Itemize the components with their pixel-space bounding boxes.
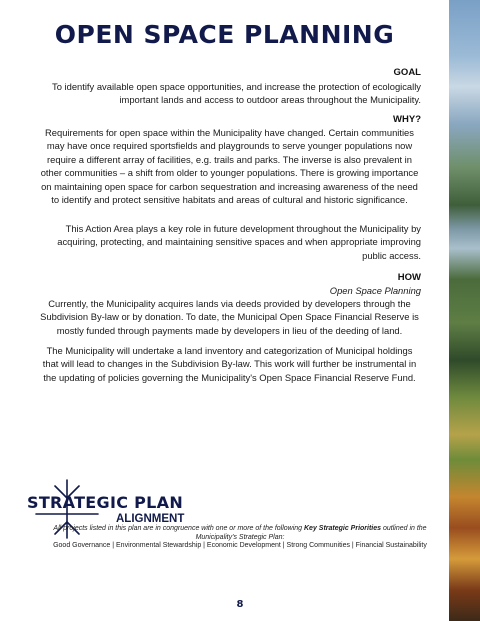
how-subheading: Open Space Planning [329, 285, 421, 296]
page-number: 8 [236, 599, 244, 610]
how-paragraph-1: Currently, the Municipality acquires lands via deeds provided by developers through the Subdivision By-law or by donation. To date, the Municipal Open Space Financial Reserve is mostly funded through payments made by developers in lieu of the deeding of land. [40, 298, 419, 336]
page-title: OPEN SPACE PLANNING [54, 20, 395, 49]
strategic-plan-title: STRATEGIC PLAN [27, 493, 184, 512]
strategic-plan-subtitle: ALIGNMENT [116, 513, 185, 525]
strategic-priorities-list: Good Governance | Environmental Stewardship | Economic Development | Strong Communities | Financial Sustainability [53, 542, 427, 549]
landscape-photo-strip [449, 0, 480, 621]
why-paragraph-1: Requirements for open space within the Municipality have changed. Certain communities may have once required sportsfields and playgrounds to serve younger populations now require a different array of facilities, e.g. trails and parks. The inverse is also prevalent in other communities – a shift from older to younger populations. There is growing importance on maintaining open space for carbon sequestration and increasing awareness of the need to identify and protect sensitive habitats and areas of cultural and historic significance. [40, 127, 419, 206]
how-heading: HOW [397, 272, 421, 283]
why-paragraph-2: This Action Area plays a key role in future development throughout the Municipality by acquiring, protecting, and maintaining sensitive spaces and when appropriate improving public access. [57, 223, 421, 261]
note-bold: Key Strategic Priorities [304, 525, 382, 532]
how-paragraph-2: The Municipality will undertake a land inventory and categorization of Municipal holdings that will lead to changes in the Subdivision By-law. This work will further be instrumental in the updating of policies governing the Municipality's Open Space Financial Reserve Fund. [42, 345, 417, 383]
why-heading: WHY? [393, 114, 421, 125]
note-suffix: outlined in the Municipality's Strategic Plan: [195, 525, 427, 541]
goal-heading: GOAL [393, 67, 421, 78]
note-prefix: All projects listed in this plan are in congruence with one or more of the following [53, 525, 304, 532]
goal-text: To identify available open space opportunities, and increase the protection of ecologically important lands and access to outdoor areas throughout the Municipality. [52, 81, 421, 106]
strategic-plan-note [38, 524, 442, 542]
